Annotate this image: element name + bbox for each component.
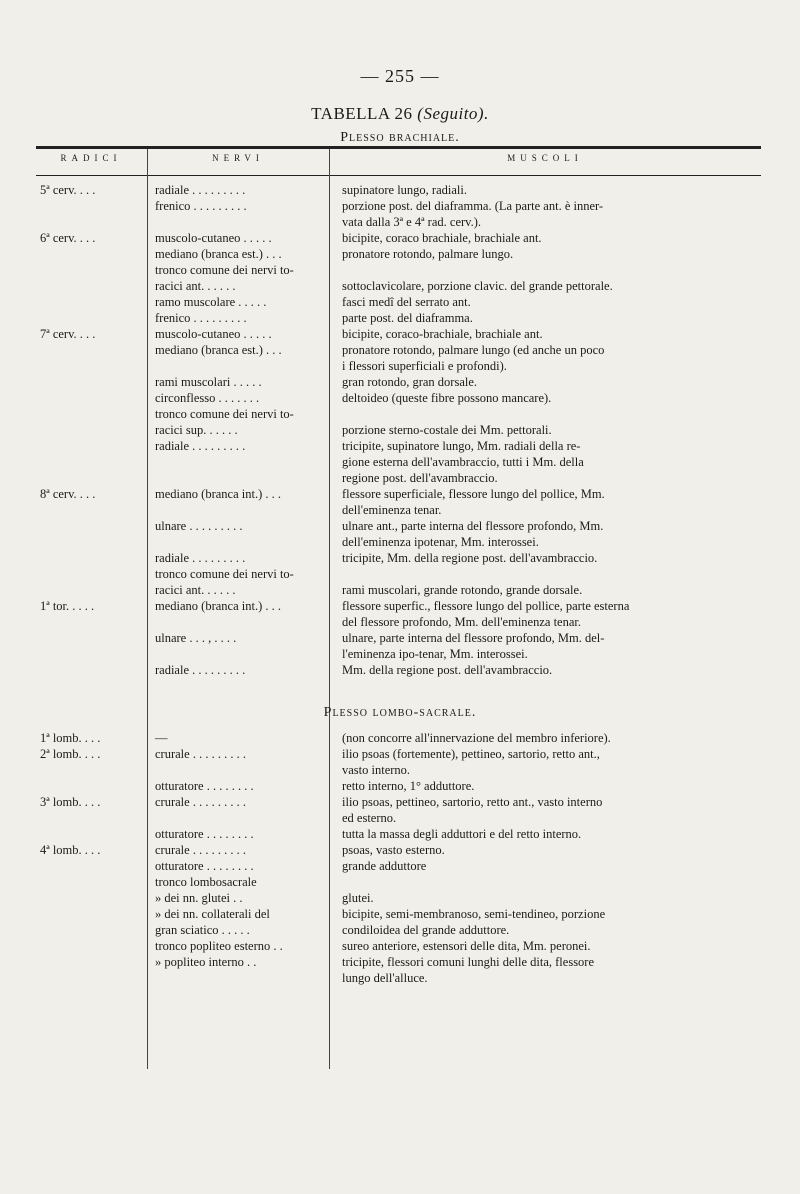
brachiale-muscle-cell: flessore superfic., flessore lungo del pollice, parte esterna [342, 599, 630, 613]
brachiale-muscle-cell: parte post. del diaframma. [342, 311, 473, 325]
plexus-title-brachial: Plesso brachiale. [340, 130, 460, 145]
brachiale-nerve-cell: tronco comune dei nervi to- [155, 407, 294, 421]
brachiale-nerve-cell: frenico . . . . . . . . . [155, 311, 247, 325]
brachiale-muscle-cell: gran rotondo, gran dorsale. [342, 375, 478, 389]
lombosacrale-muscle-cell: lungo dell'alluce. [342, 971, 428, 985]
lombosacrale-muscle-cell: glutei. [342, 891, 374, 905]
brachiale-nerve-cell: mediano (branca int.) . . . [155, 487, 281, 501]
lombosacrale-nerve-cell: otturatore . . . . . . . . [155, 827, 254, 841]
lombosacrale-nerve-cell: otturatore . . . . . . . . [155, 859, 254, 873]
lombosacrale-nerve-cell: otturatore . . . . . . . . [155, 779, 254, 793]
brachiale-nerve-cell: racici ant. . . . . . [155, 279, 236, 293]
brachiale-muscle-cell: pronatore rotondo, palmare lungo (ed anche un poco [342, 343, 605, 357]
brachiale-muscle-cell: bicipite, coraco-brachiale, brachiale ant. [342, 327, 543, 341]
brachiale-nerve-cell: mediano (branca est.) . . . [155, 247, 282, 261]
brachiale-muscle-cell: supinatore lungo, radiali. [342, 183, 467, 197]
brachiale-muscle-cell: Mm. della regione post. dell'avambraccio. [342, 663, 553, 677]
brachiale-nerve-cell: muscolo-cutaneo . . . . . [155, 327, 272, 341]
brachiale-muscle-cell: gione esterna dell'avambraccio, tutti i Mm. della [342, 455, 584, 469]
column-header-radici: RADICI [60, 153, 122, 163]
brachiale-nerve-cell: rami muscolari . . . . . [155, 375, 262, 389]
lombosacrale-muscle-cell: tricipite, flessori comuni lunghi delle dita, flessore [342, 955, 595, 969]
brachiale-muscle-cell: porzione post. del diaframma. (La parte ant. è inner- [342, 199, 604, 213]
column-divider-1 [147, 149, 148, 1069]
lombosacrale-nerve-cell: gran sciatico . . . . . [155, 923, 250, 937]
lombosacrale-muscle-cell: condiloidea del grande adduttore. [342, 923, 510, 937]
brachiale-muscle-cell: flessore superficiale, flessore lungo del pollice, Mm. [342, 487, 605, 501]
brachiale-nerve-cell: tronco comune dei nervi to- [155, 263, 294, 277]
lombosacrale-root-cell: 2ª lomb. . . . [40, 747, 101, 761]
brachiale-nerve-cell: radiale . . . . . . . . . [155, 183, 246, 197]
brachiale-muscle-cell: del flessore profondo, Mm. dell'eminenza tenar. [342, 615, 581, 629]
lombosacrale-muscle-cell: ed esterno. [342, 811, 397, 825]
brachiale-muscle-cell: pronatore rotondo, palmare lungo. [342, 247, 514, 261]
table-title [0, 104, 800, 124]
lombosacrale-root-cell: 3ª lomb. . . . [40, 795, 101, 809]
lombosacrale-muscle-cell: tutta la massa degli adduttori e del retto interno. [342, 827, 582, 841]
lombosacrale-muscle-cell: (non concorre all'innervazione del membro inferiore). [342, 731, 611, 745]
lombosacrale-nerve-cell: tronco lombosacrale [155, 875, 257, 889]
plexus-title-lombosacral: Plesso lombo-sacrale. [323, 705, 477, 720]
brachiale-muscle-cell: porzione sterno-costale dei Mm. pettorali. [342, 423, 552, 437]
brachiale-muscle-cell: deltoideo (queste fibre possono mancare). [342, 391, 552, 405]
brachiale-root-cell: 8ª cerv. . . . [40, 487, 96, 501]
brachiale-root-cell: 5ª cerv. . . . [40, 183, 96, 197]
brachiale-muscle-cell: vata dalla 3ª e 4ª rad. cerv.). [342, 215, 482, 229]
brachiale-root-cell: 1ª tor. . . . . [40, 599, 95, 613]
brachiale-muscle-cell: bicipite, coraco brachiale, brachiale ant. [342, 231, 542, 245]
lombosacrale-root-cell: 1ª lomb. . . . [40, 731, 101, 745]
brachiale-muscle-cell: l'eminenza ipo-tenar, Mm. interossei. [342, 647, 528, 661]
brachiale-nerve-cell: circonflesso . . . . . . . [155, 391, 260, 405]
brachiale-nerve-cell: ramo muscolare . . . . . [155, 295, 267, 309]
header-rule-thin [36, 175, 761, 176]
brachiale-nerve-cell: radiale . . . . . . . . . [155, 551, 246, 565]
brachiale-muscle-cell: sottoclavicolare, porzione clavic. del grande pettorale. [342, 279, 613, 293]
brachiale-nerve-cell: frenico . . . . . . . . . [155, 199, 247, 213]
page-number: — 255 — [360, 66, 440, 86]
lombosacrale-muscle-cell: vasto interno. [342, 763, 411, 777]
brachiale-nerve-cell: radiale . . . . . . . . . [155, 439, 246, 453]
lombosacrale-nerve-cell: » popliteo interno . . [155, 955, 257, 969]
brachiale-root-cell: 7ª cerv. . . . [40, 327, 96, 341]
table-title-suffix: (Seguito). [417, 104, 489, 123]
lombosacrale-muscle-cell: grande adduttore [342, 859, 427, 873]
header-rule-thick [36, 146, 761, 149]
lombosacrale-muscle-cell: sureo anteriore, estensori delle dita, Mm. peronei. [342, 939, 591, 953]
brachiale-nerve-cell: mediano (branca est.) . . . [155, 343, 282, 357]
brachiale-muscle-cell: ulnare, parte interna del flessore profondo, Mm. del- [342, 631, 605, 645]
brachiale-muscle-cell: dell'eminenza tenar. [342, 503, 442, 517]
brachiale-muscle-cell: dell'eminenza ipotenar, Mm. interossei. [342, 535, 539, 549]
lombosacrale-nerve-cell: » dei nn. collaterali del [155, 907, 270, 921]
brachiale-nerve-cell: radiale . . . . . . . . . [155, 663, 246, 677]
lombosacrale-nerve-cell: tronco popliteo esterno . . [155, 939, 283, 953]
lombosacrale-muscle-cell: bicipite, semi-membranoso, semi-tendineo, porzione [342, 907, 606, 921]
column-divider-2 [329, 149, 330, 1069]
brachiale-nerve-cell: muscolo-cutaneo . . . . . [155, 231, 272, 245]
brachiale-nerve-cell: tronco comune dei nervi to- [155, 567, 294, 581]
lombosacrale-nerve-cell: crurale . . . . . . . . . [155, 795, 246, 809]
brachiale-nerve-cell: racici sup. . . . . . [155, 423, 238, 437]
lombosacrale-muscle-cell: ilio psoas, pettineo, sartorio, retto ant., vasto interno [342, 795, 603, 809]
lombosacrale-nerve-cell: crurale . . . . . . . . . [155, 747, 246, 761]
brachiale-muscle-cell: tricipite, supinatore lungo, Mm. radiali della re- [342, 439, 581, 453]
lombosacrale-nerve-cell: » dei nn. glutei . . [155, 891, 243, 905]
lombosacrale-nerve-cell: — [155, 731, 168, 745]
lombosacrale-muscle-cell: psoas, vasto esterno. [342, 843, 445, 857]
brachiale-muscle-cell: rami muscolari, grande rotondo, grande dorsale. [342, 583, 583, 597]
brachiale-muscle-cell: regione post. dell'avambraccio. [342, 471, 498, 485]
column-header-nervi: NERVI [212, 153, 264, 163]
brachiale-nerve-cell: mediano (branca int.) . . . [155, 599, 281, 613]
brachiale-muscle-cell: i flessori superficiali e profondi). [342, 359, 507, 373]
lombosacrale-muscle-cell: retto interno, 1° adduttore. [342, 779, 475, 793]
lombosacrale-root-cell: 4ª lomb. . . . [40, 843, 101, 857]
column-header-muscoli: MUSCOLI [507, 153, 583, 163]
brachiale-muscle-cell: tricipite, Mm. della regione post. dell'avambraccio. [342, 551, 598, 565]
table-title-main: TABELLA 26 [311, 104, 413, 123]
brachiale-nerve-cell: ulnare . . . , . . . . [155, 631, 237, 645]
lombosacrale-nerve-cell: crurale . . . . . . . . . [155, 843, 246, 857]
brachiale-nerve-cell: racici ant. . . . . . [155, 583, 236, 597]
lombosacrale-muscle-cell: ilio psoas (fortemente), pettineo, sartorio, retto ant., [342, 747, 600, 761]
brachiale-muscle-cell: fasci medî del serrato ant. [342, 295, 471, 309]
brachiale-root-cell: 6ª cerv. . . . [40, 231, 96, 245]
brachiale-muscle-cell: ulnare ant., parte interna del flessore profondo, Mm. [342, 519, 604, 533]
brachiale-nerve-cell: ulnare . . . . . . . . . [155, 519, 243, 533]
